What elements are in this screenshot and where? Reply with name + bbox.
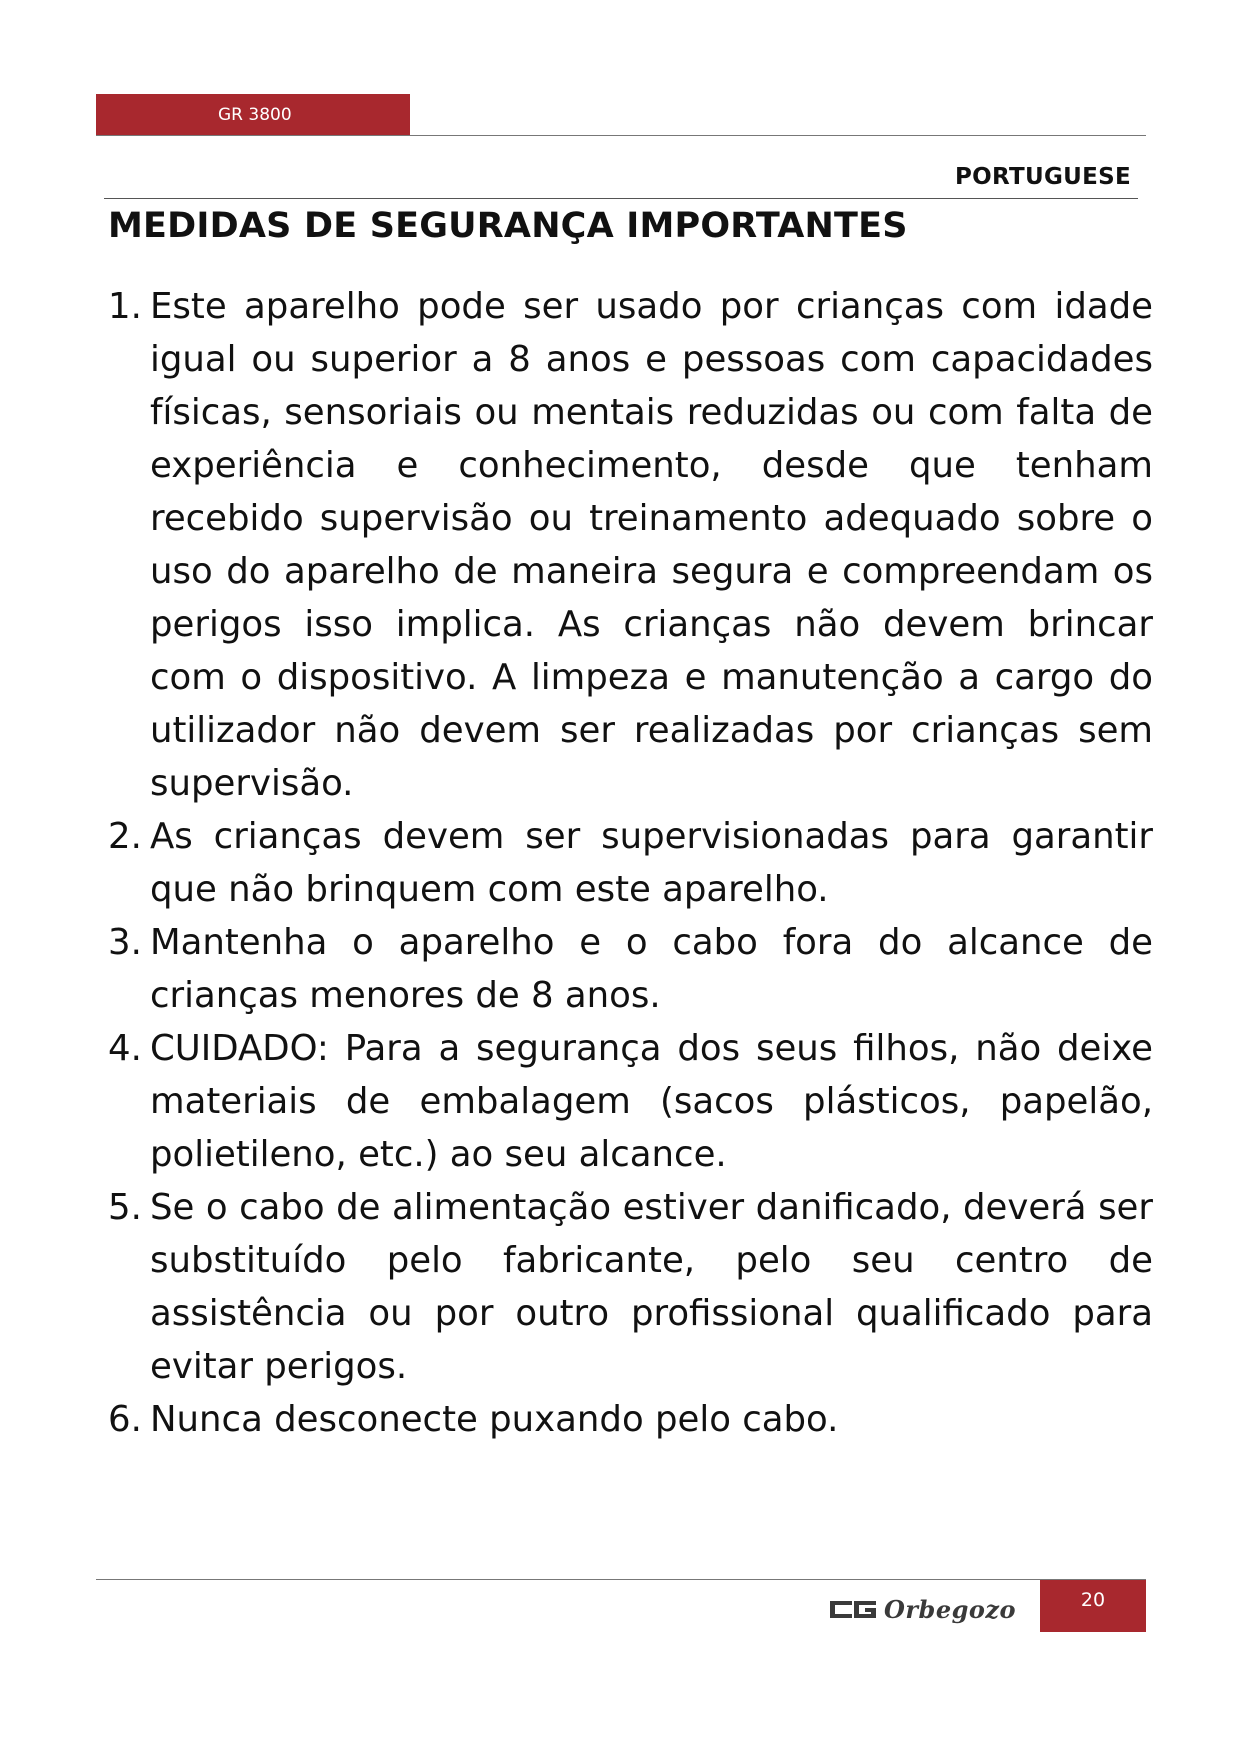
item-number: 2. (108, 816, 142, 857)
section-heading: MEDIDAS DE SEGURANÇA IMPORTANTES (108, 206, 908, 246)
page-number: 20 (1040, 1580, 1146, 1632)
item-number: 6. (108, 1399, 142, 1440)
item-text: Se o cabo de alimentação estiver danificado, deverá ser substituído pelo fabricante, pelo seu centro de assistência ou por outro profissional qualificado para evitar perigos. (150, 1187, 1153, 1387)
svg-text:Orbegozo: Orbegozo (884, 1595, 1017, 1624)
item-text: Mantenha o aparelho e o cabo fora do alcance de crianças menores de 8 anos. (150, 922, 1153, 1016)
safety-item-5 (108, 1181, 1153, 1393)
footer-divider (96, 1579, 1146, 1580)
item-number: 4. (108, 1028, 142, 1069)
header-divider (96, 135, 1146, 136)
language-divider (104, 198, 1138, 199)
item-number: 1. (108, 286, 142, 327)
safety-item-3 (108, 916, 1153, 1022)
item-text: CUIDADO: Para a segurança dos seus filhos, não deixe materiais de embalagem (sacos plásticos, papelão, polietileno, etc.) ao seu alcance. (150, 1028, 1153, 1175)
model-label: GR 3800 (96, 94, 410, 136)
logo-mark-icon (830, 1601, 876, 1618)
language-label: PORTUGUESE (955, 164, 1131, 190)
item-text: As crianças devem ser supervisionadas para garantir que não brinquem com este aparelho. (150, 816, 1153, 910)
item-number: 5. (108, 1187, 142, 1228)
safety-item-1 (108, 280, 1153, 810)
item-number: 3. (108, 922, 142, 963)
safety-instructions-list (108, 280, 1153, 1446)
safety-item-6 (108, 1393, 1153, 1446)
safety-item-2 (108, 810, 1153, 916)
orbegozo-logo (828, 1588, 1028, 1626)
page-header (96, 94, 1146, 136)
safety-item-4 (108, 1022, 1153, 1181)
item-text: Nunca desconecte puxando pelo cabo. (150, 1399, 839, 1440)
item-text: Este aparelho pode ser usado por crianças com idade igual ou superior a 8 anos e pessoas com capacidades físicas, sensoriais ou mentais reduzidas ou com falta de experiência e conhecimento, desde que tenham recebido supervisão ou treinamento adequado sobre o uso do aparelho de maneira segura e compreendam os perigos isso implica. As crianças não devem brincar com o dispositivo. A limpeza e manutenção a cargo do utilizador não devem ser realizadas por crianças sem supervisão. (150, 286, 1153, 804)
